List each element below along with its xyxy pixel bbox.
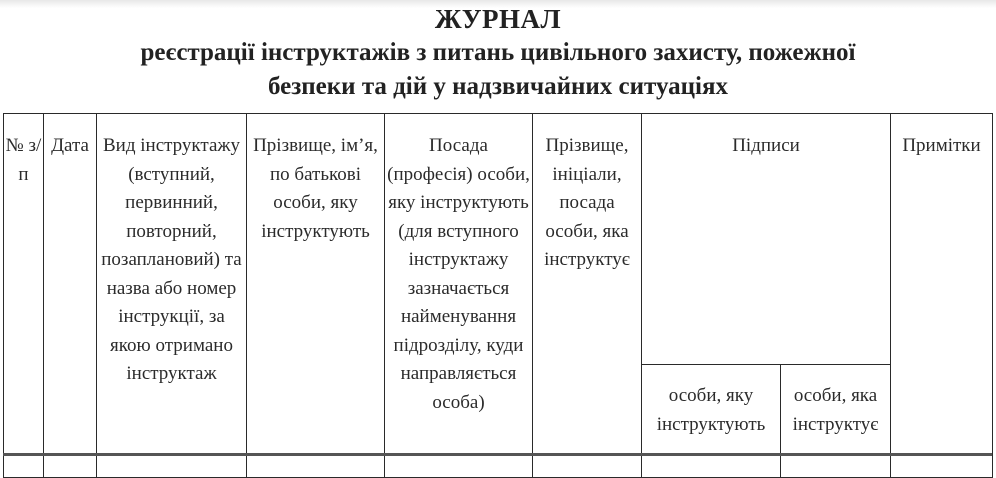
header-date: Дата — [44, 114, 97, 455]
cell-full-name — [247, 455, 385, 478]
cell-date — [44, 455, 97, 478]
title-journal: ЖУРНАЛ — [434, 4, 562, 34]
cell-instruction-type — [97, 455, 247, 478]
journal-table — [3, 113, 993, 478]
title-subtitle-line1: реєстрації інструктажів з питань цивільного захисту, пожежної — [140, 39, 856, 66]
header-position: Посада (професія) особи, яку інструктують (для вступного інструктажу зазначається найменування підрозділу, куди направляється особа) — [385, 114, 533, 455]
header-instruction-type: Вид інструктажу (вступний, первинний, повторний, позаплановий) та назва або номер інструкції, за якою отримано інструктаж — [97, 114, 247, 455]
header-notes: Примітки — [891, 114, 993, 455]
cell-sign-instructed — [642, 455, 781, 478]
header-full-name: Прізвище, ім’я, по батькові особи, яку інструктують — [247, 114, 385, 455]
cell-position — [385, 455, 533, 478]
cell-sign-instructor — [781, 455, 891, 478]
table-divider — [3, 453, 992, 456]
document-title — [0, 2, 996, 104]
cell-instructor — [533, 455, 642, 478]
title-subtitle-line2: безпеки та дій у надзвичайних ситуаціях — [267, 73, 729, 100]
header-signatures: Підписи — [642, 114, 891, 365]
subheader-sign-instructed: особи, яку інструктують — [642, 365, 781, 455]
table-row — [4, 455, 993, 478]
cell-number — [4, 455, 44, 478]
cell-notes — [891, 455, 993, 478]
header-number: № з/п — [4, 114, 44, 455]
subheader-sign-instructor: особи, яка інструктує — [781, 365, 891, 455]
header-instructor: Прізвище, ініціали, посада особи, яка інструктує — [533, 114, 642, 455]
